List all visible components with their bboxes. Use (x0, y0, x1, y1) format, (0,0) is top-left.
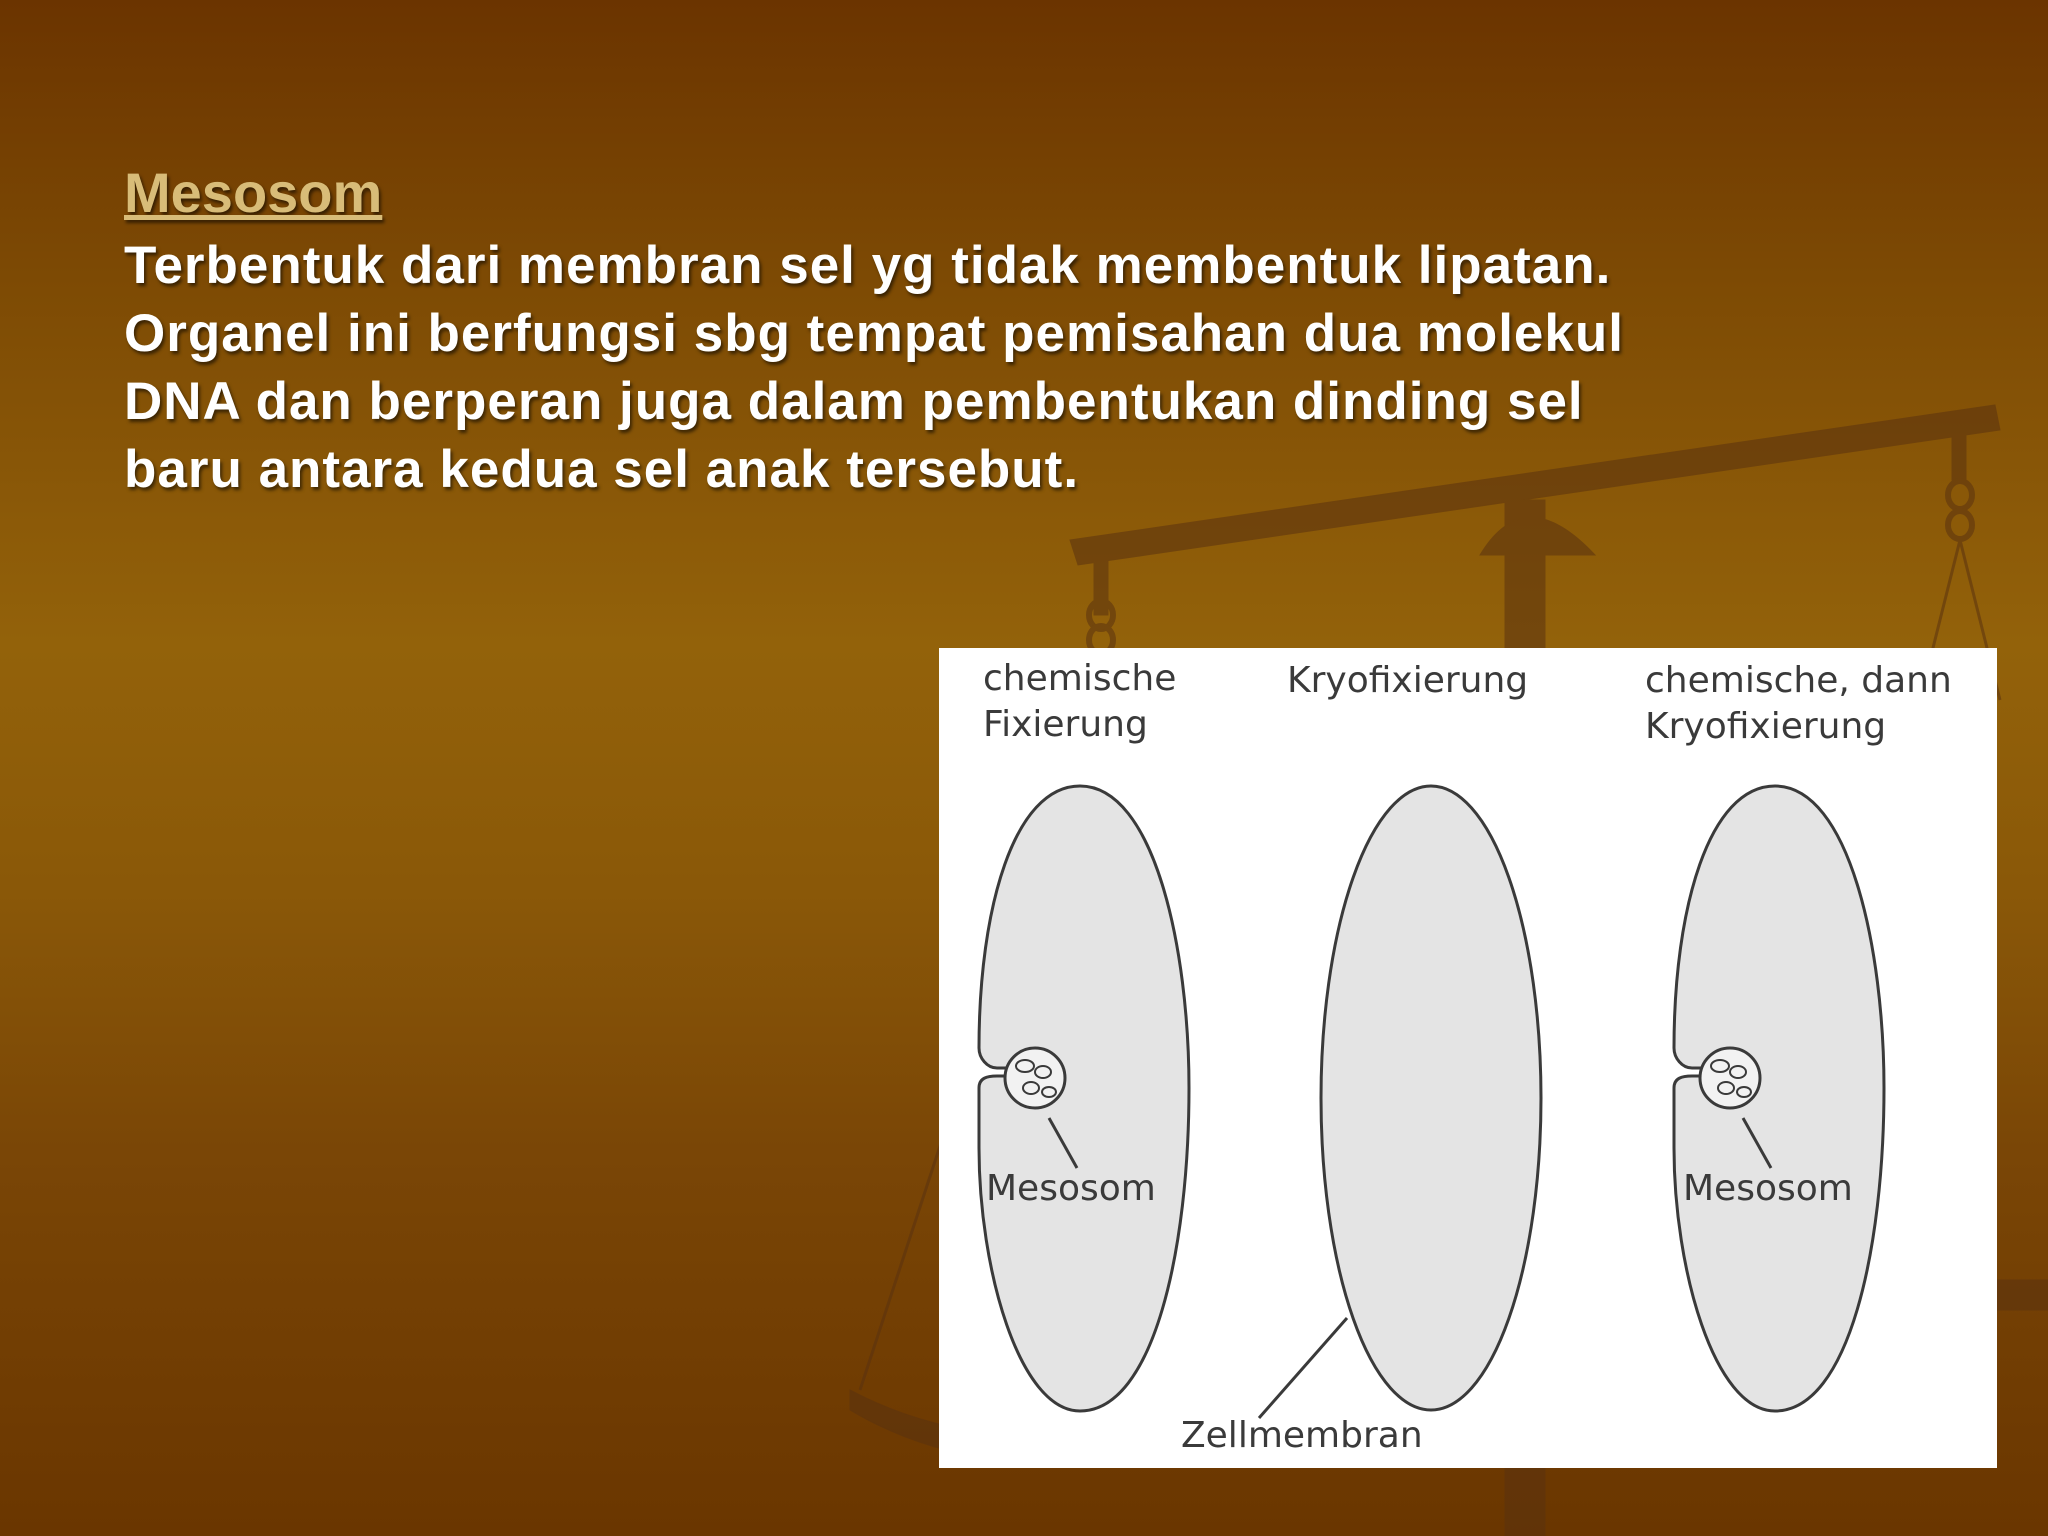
mesosome-left (1005, 1048, 1065, 1108)
body-line-1: Terbentuk dari membran sel yg tidak membentuk lipatan. (124, 236, 1612, 295)
slide-heading: Mesosom (124, 161, 383, 224)
col1-title (983, 656, 1176, 748)
mesosome-diagram (939, 648, 1997, 1468)
col2-title: Kryofixierung (1287, 660, 1529, 701)
col3-title (1645, 658, 1952, 750)
mesosome-right (1700, 1048, 1760, 1108)
cell-cryofixation (1321, 786, 1541, 1410)
body-line-4: baru antara kedua sel anak tersebut. (124, 440, 1080, 499)
membrane-arrow (1259, 1318, 1347, 1418)
slide-body-text (124, 232, 2024, 504)
cell-chemical-then-cryo (1674, 786, 1884, 1411)
body-line-2: Organel ini berfungsi sbg tempat pemisahan dua molekul (124, 304, 1624, 363)
col1-title-line2: Fixierung (983, 704, 1148, 745)
body-line-3: DNA dan berperan juga dalam pembentukan dinding sel (124, 372, 1584, 431)
mesosome-label-right: Mesosom (1683, 1168, 1853, 1209)
col1-title-line1: chemische (983, 658, 1177, 699)
cell-membrane-label: Zellmembran (1181, 1415, 1423, 1456)
col3-title-line1: chemische, dann (1645, 660, 1952, 701)
cell-chemical-fixation (979, 786, 1189, 1411)
col3-title-line2: Kryofixierung (1645, 706, 1887, 747)
mesosome-label-left: Mesosom (986, 1168, 1156, 1209)
